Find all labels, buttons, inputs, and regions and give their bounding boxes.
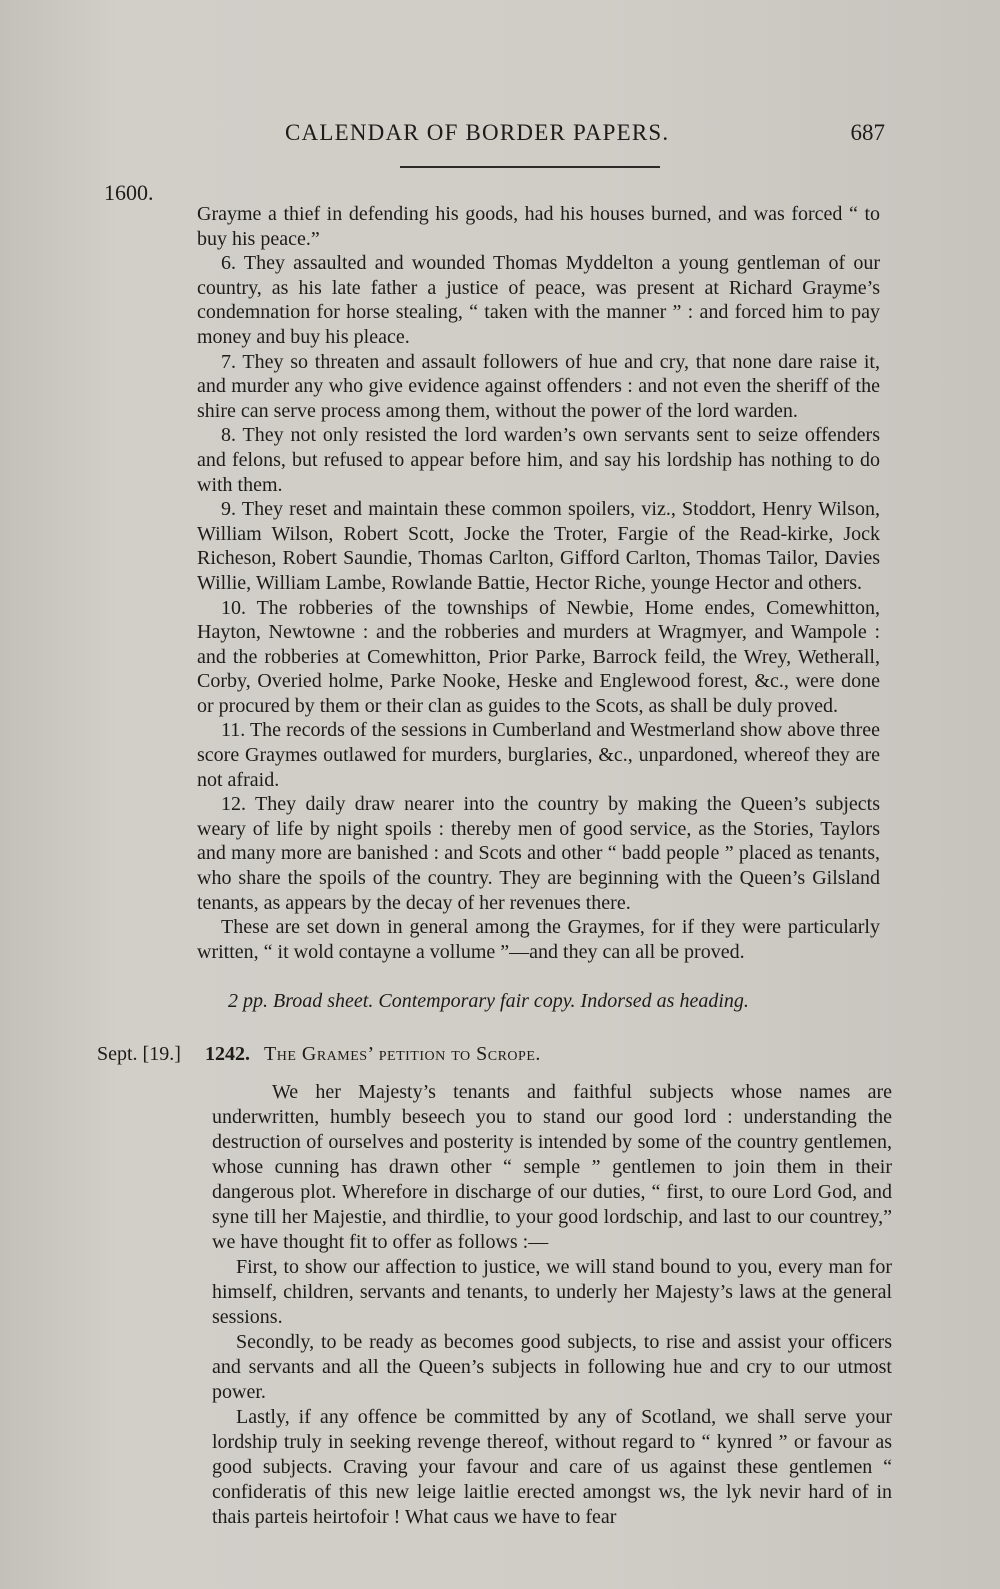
paragraph-continued: Grayme a thief in defending his goods, had his houses burned, and was forced “ to buy his peace.”: [197, 203, 880, 250]
header-rule: [400, 166, 660, 168]
paragraph-6: 6. They assaulted and wounded Thomas Myddelton a young gentleman of our country, as his late father a justice of peace, was present at Richard Grayme’s condemnation for horse stealing, “ taken with the manner ” : and forced him to pay money and buy his pleace.: [197, 252, 880, 348]
running-title: CALENDAR OF BORDER PAPERS.: [285, 120, 670, 145]
paragraph-9: 9. They reset and maintain these common spoilers, viz., Stoddort, Henry Wilson, William Wilson, Robert Scott, Jocke the Troter, Fargie of the Read-kirke, Jock Richeson, Robert Saundie, Thomas Carlton, Gifford Carlton, Thomas Tailor, Davies Willie, William Lambe, Rowlande Battie, Hector Riche, younge Hector and others.: [197, 498, 880, 594]
petition-paragraph: First, to show our affection to justice, we will stand bound to you, every man for himself, children, servants and tenants, to underly her Majesty’s laws at the general sessions.: [212, 1256, 892, 1328]
body-text: [197, 202, 880, 964]
entry-date: Sept. [19.]: [97, 1043, 181, 1065]
entry-heading: [97, 1043, 897, 1066]
page-header: [285, 120, 885, 160]
page-number: 687: [850, 120, 885, 145]
entry-number: 1242.: [205, 1043, 250, 1065]
paragraph-11: 11. The records of the sessions in Cumberland and Westmerland show above three score Graymes outlawed for murders, burglaries, &c., unpardoned, whereof they are not afraid.: [197, 719, 880, 791]
petition-text: [212, 1080, 892, 1530]
document-note: 2 pp. Broad sheet. Contemporary fair copy. Indorsed as heading.: [228, 990, 749, 1012]
petition-paragraph: Secondly, to be ready as becomes good subjects, to rise and assist your officers and servants and all the Queen’s subjects in following hue and cry to our utmost power.: [212, 1331, 892, 1403]
paragraph-7: 7. They so threaten and assault followers of hue and cry, that none dare raise it, and murder any who give evidence against offenders : and not even the sheriff of the shire can serve process among them, without the power of the lord warden.: [197, 350, 880, 422]
paragraph-10: 10. The robberies of the townships of Newbie, Home endes, Comewhitton, Hayton, Newtowne : and the robberies and murders at Wragmyer, and Wampole : and the robberies at Comewhitton, Prior Parke, Barrock feild, the Wrey, Wetherall, Corby, Overied holme, Parke Nooke, Heske and Englewood forest, &c., were done or procured by them or their clan as guides to the Scots, as shall be duly proved.: [197, 596, 880, 717]
entry-title: The Grames’ petition to Scrope.: [264, 1043, 541, 1065]
margin-year: 1600.: [104, 180, 154, 205]
paragraph-8: 8. They not only resisted the lord warden’s own servants sent to seize offenders and felons, but refused to appear before him, and say his lordship has nothing to do with them.: [197, 424, 880, 496]
paragraph-summary: These are set down in general among the Graymes, for if they were particularly written, “ it wold contayne a vollume ”—and they can all be proved.: [197, 916, 880, 963]
petition-paragraph: We her Majesty’s tenants and faithful subjects whose names are underwritten, humbly beseech you to stand our good lord : understanding the destruction of ourselves and posterity is intended by some of the country gentlemen, whose cunning has drawn other “ semple ” gentlemen to join them in their dangerous plot. Wherefore in discharge of our duties, “ first, to oure Lord God, and syne till her Majestie, and thirdlie, to your good lordschip, and last to our countrey,” we have thought fit to offer as follows :—: [212, 1081, 892, 1253]
petition-paragraph: Lastly, if any offence be committed by any of Scotland, we shall serve your lordship truly in seeking revenge thereof, without regard to “ kynred ” or favour as good subjects. Craving your favour and care of us against these gentlemen “ confideratis of this new leige laitlie erected amongst ws, the lyk nevir hard of in thais parteis heirtofoir ! What caus we have to fear: [212, 1406, 892, 1528]
paragraph-12: 12. They daily draw nearer into the country by making the Queen’s subjects weary of life by night spoils : thereby men of good service, as the Stories, Taylors and many more are banished : and Scots and other “ badd people ” placed as tenants, who share the spoils of the country. They are beginning with the Queen’s Gilsland tenants, as appears by the decay of her revenues there.: [197, 793, 880, 914]
